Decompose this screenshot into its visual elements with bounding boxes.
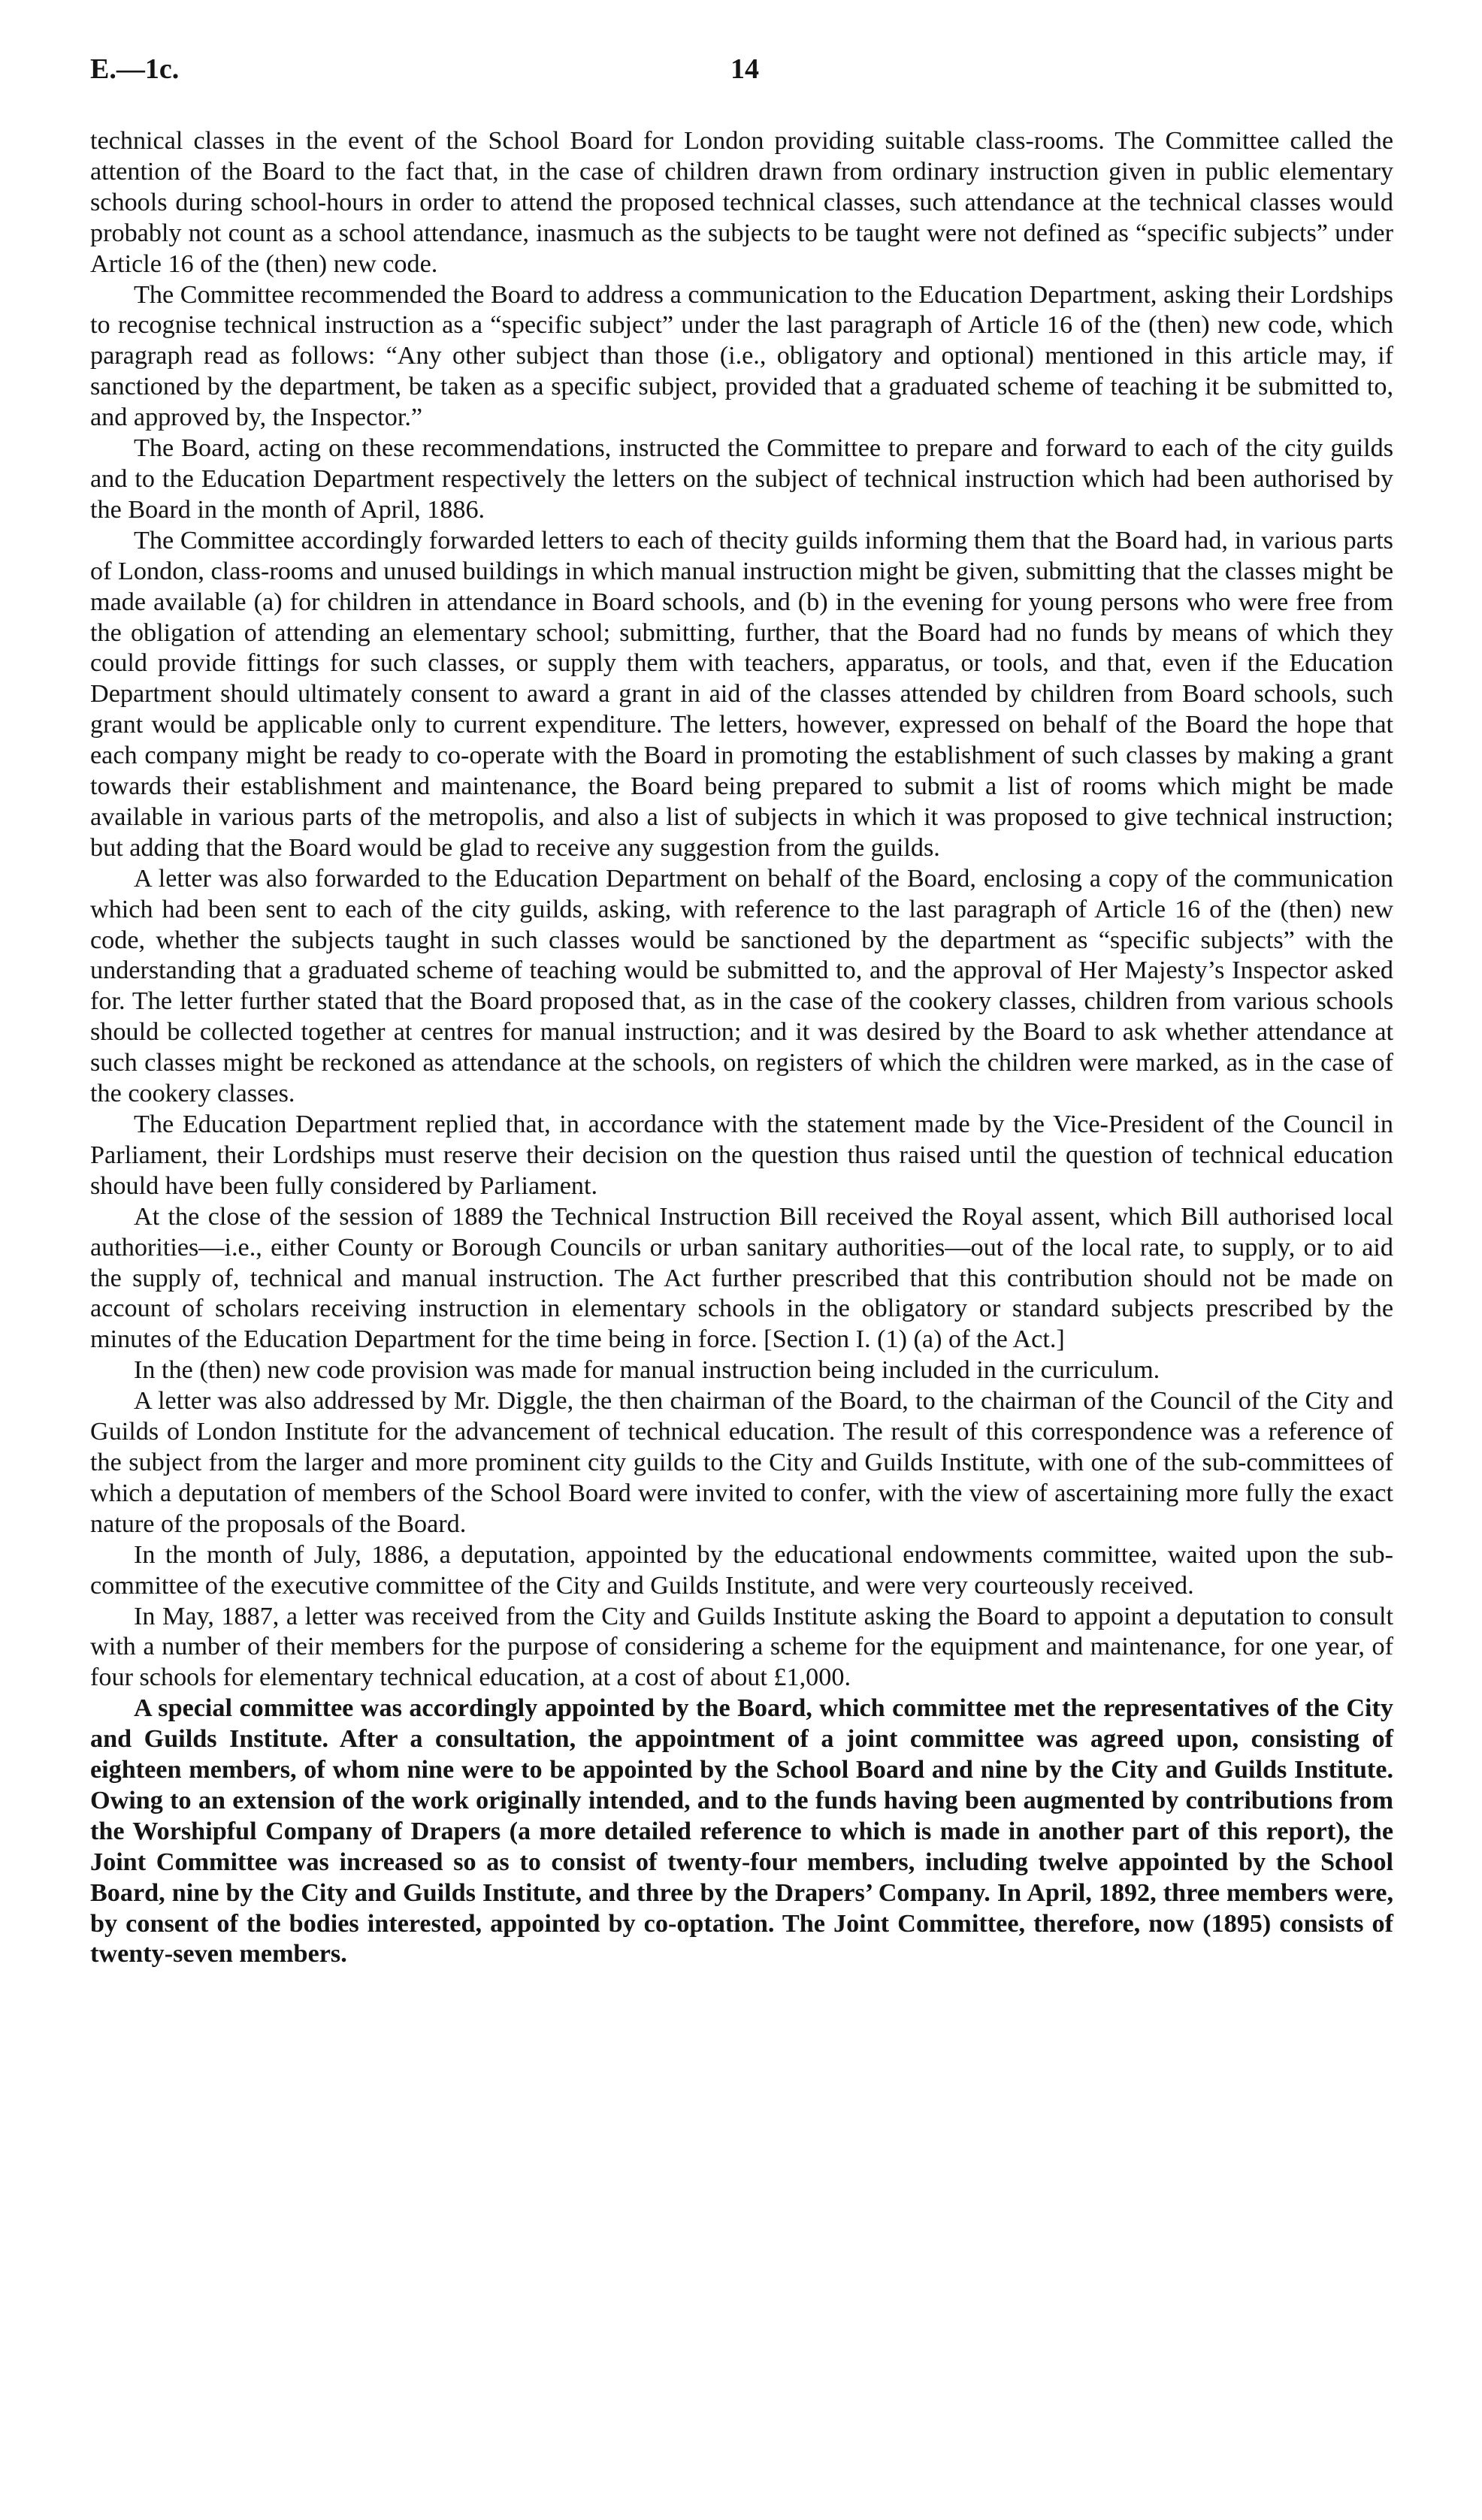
body-text [90, 126, 1393, 1970]
paragraph: A letter was also addressed by Mr. Diggle, the then chairman of the Board, to the chairman of the Council of the City and Guilds of London Institute for the advancement of technical education. The result of this correspondence was a reference of the subject from the larger and more prominent city guilds to the City and Guilds Institute, with one of the sub-committees of which a deputation of members of the School Board were invited to confer, with the view of ascertaining more fully the exact nature of the proposals of the Board. [90, 1387, 1393, 1538]
page-header [90, 53, 1392, 98]
paragraph: technical classes in the event of the School Board for London providing suitable class-rooms. The Committee called the attention of the Board to the fact that, in the case of children drawn from ordinary instruction given in public elementary schools during school-hours in order to attend the proposed technical classes, such attendance at the technical classes would probably not count as a school attendance, inasmuch as the subjects to be taught were not defined as “specific subjects” under Article 16 of the (then) new code. [90, 127, 1393, 278]
document-code: E.—1c. [90, 53, 180, 85]
paragraph: The Committee accordingly forwarded letters to each of thecity guilds informing them that the Board had, in various parts of London, class-rooms and unused buildings in which manual instruction might be given, submitting that the classes might be made available (a) for children in attendance in Board schools, and (b) in the evening for young persons who were free from the obligation of attending an elementary school; submitting, further, that the Board had no funds by means of which they could provide fittings for such classes, or supply them with teachers, apparatus, or tools, and that, even if the Education Department should ultimately consent to award a grant in aid of the classes attended by children from Board schools, such grant would be applicable only to current expenditure. The letters, however, expressed on behalf of the Board the hope that each company might be ready to co-operate with the Board in promoting the establishment of such classes by making a grant towards their establishment and maintenance, the Board being prepared to submit a list of rooms which might be made available in various parts of the metropolis, and also a list of subjects in which it was proposed to give technical instruction; but adding that the Board would be glad to receive any suggestion from the guilds. [90, 526, 1393, 862]
paragraph: In the (then) new code provision was made for manual instruction being included in the curriculum. [134, 1356, 1160, 1385]
paragraph: A special committee was accordingly appointed by the Board, which committee met the representatives of the City and Guilds Institute. After a consultation, the appointment of a joint committee was agreed upon, consisting of eighteen members, of whom nine were to be appointed by the School Board and nine by the City and Guilds Institute. Owing to an extension of the work originally intended, and to the funds having been augmented by contributions from the Worshipful Company of Drapers (a more detailed reference to which is made in another part of this report), the Joint Committee was increased so as to consist of twenty-four members, including twelve appointed by the School Board, nine by the City and Guilds Institute, and three by the Drapers’ Company. In April, 1892, three members were, by consent of the bodies interested, appointed by co-optation. The Joint Committee, therefore, now (1895) consists of twenty-seven members. [90, 1694, 1393, 1969]
paragraph: In May, 1887, a letter was received from the City and Guilds Institute asking the Board to appoint a deputation to consult with a number of their members for the purpose of considering a scheme for the equipment and maintenance, for one year, of four schools for elementary technical education, at a cost of about £1,000. [90, 1602, 1393, 1692]
paragraph: The Board, acting on these recommendations, instructed the Committee to prepare and forward to each of the city guilds and to the Education Department respectively the letters on the subject of technical instruction which had been authorised by the Board in the month of April, 1886. [90, 434, 1393, 524]
paragraph: In the month of July, 1886, a deputation, appointed by the educational endowments committee, waited upon the sub-committee of the executive committee of the City and Guilds Institute, and were very courteously received. [90, 1540, 1393, 1600]
page-number: 14 [730, 53, 759, 85]
paragraph: The Education Department replied that, in accordance with the statement made by the Vice-President of the Council in Parliament, their Lordships must reserve their decision on the question thus raised until the question of technical education should have been fully considered by Parliament. [90, 1110, 1393, 1200]
paragraph: At the close of the session of 1889 the Technical Instruction Bill received the Royal assent, which Bill authorised local authorities—i.e., either County or Borough Councils or urban sanitary authorities—out of the local rate, to supply, or to aid the supply of, technical and manual instruction. The Act further prescribed that this contribution should not be made on account of scholars receiving instruction in elementary schools in the obligatory or standard subjects prescribed by the minutes of the Education Department for the time being in force. [Section I. (1) (a) of the Act.] [90, 1202, 1393, 1354]
paragraph: The Committee recommended the Board to address a communication to the Education Department, asking their Lordships to recognise technical instruction as a “specific subject” under the last paragraph of Article 16 of the (then) new code, which paragraph read as follows: “Any other subject than those (i.e., obligatory and optional) mentioned in this article may, if sanctioned by the department, be taken as a specific subject, provided that a graduated scheme of teaching it be submitted to, and approved by, the Inspector.” [90, 280, 1393, 432]
paragraph: A letter was also forwarded to the Education Department on behalf of the Board, enclosing a copy of the communication which had been sent to each of the city guilds, asking, with reference to the last paragraph of Article 16 of the (then) new code, whether the subjects taught in such classes would be sanctioned by the department as “specific subjects” with the understanding that a graduated scheme of teaching would be submitted to, and the approval of Her Majesty’s Inspector asked for. The letter further stated that the Board proposed that, as in the case of the cookery classes, children from various schools should be collected together at centres for manual instruction; and it was desired by the Board to ask whether attendance at such classes might be reckoned as attendance at the schools, on registers of which the children were marked, as in the case of the cookery classes. [90, 864, 1393, 1108]
